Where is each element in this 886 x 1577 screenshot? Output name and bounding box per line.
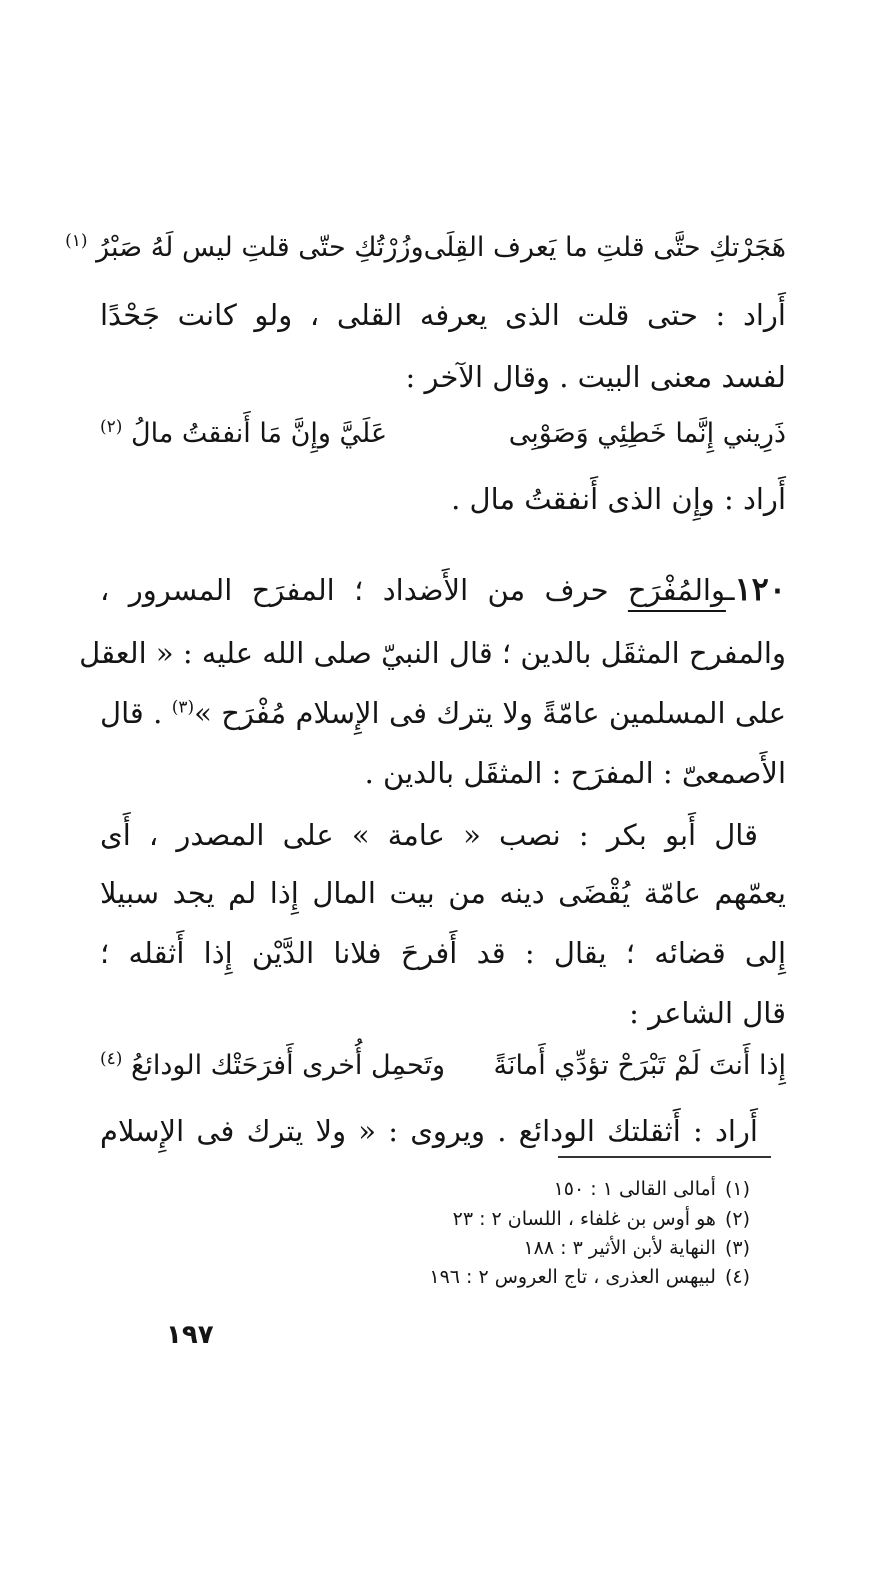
footnote-marker: (٢) [100, 417, 123, 437]
paragraph-line: قال الشاعر : [629, 996, 786, 1030]
footnote-marker: (١) [65, 231, 88, 251]
footnote: (٣) النهاية لأبن الأثير ٣ : ١٨٨ [523, 1237, 750, 1259]
footnote: (٤) لبيهس العذرى ، تاج العروس ٢ : ١٩٦ [429, 1266, 750, 1288]
paragraph-line: إِلى قضائه ؛ يقال : قد أَفرحَ فلانا الدَّيْن إِذا أَثقله ؛ [100, 936, 786, 970]
footnote: (١) أمالى القالى ١ : ١٥٠ [553, 1178, 750, 1200]
paragraph-line: يعمّهم عامّة يُقْضَى دينه من بيت المال إِذا لم يجد سبيلا [100, 876, 786, 910]
verse-2-hemistich-b: عَلَيَّ وإِنَّ مَا أَنفقتُ مالُ $^{(٢)}$ [100, 417, 388, 449]
verse-2-hemistich-a: ذَرِيني إِنَّما خَطِئِي وَصَوْبِى [508, 418, 786, 449]
verse-2 [100, 418, 786, 449]
entry-line: والمفرح المثقَل بالدين ؛ قال النبيّ صلى الله عليه : « العقل [79, 636, 786, 670]
page-number: ١٩٧ [166, 1320, 214, 1350]
verse-1-hemistich-b: وزُرْتُكِ حتّى قلتِ ليس لَهُ صَبْرُ $^{(١)}$ [65, 231, 424, 263]
verse-1 [65, 231, 786, 263]
entry-heading-line [100, 570, 786, 608]
footnote-marker: (٤) [100, 1049, 123, 1069]
paragraph-line: أَراد : وإِن الذى أَنفقتُ مال . [451, 482, 786, 516]
footnote-marker: (٣) [171, 697, 195, 718]
entry-line-with-note: على المسلمين عامّةً ولا يترك فى الإِسلام مُفْرَح »$^{(٣)}$ . قال [100, 696, 786, 730]
entry-line: حرف من الأَضداد ؛ المفرَح المسرور ، [100, 573, 609, 607]
verse-1-hemistich-a: هَجَرْتكِ حتَّى قلتِ ما يَعرف القِلَى [423, 232, 786, 263]
paragraph-line: لفسد معنى البيت . وقال الآخر : [405, 360, 786, 394]
entry-dash: ـ [725, 573, 735, 607]
verse-3 [100, 1050, 786, 1081]
entry-line: الأَصمعىّ : المفرَح : المثقَل بالدين . [364, 756, 786, 790]
paragraph-line: أَراد : حتى قلت الذى يعرفه القلى ، ولو كانت جَحْدًا [100, 298, 786, 332]
footnote: (٢) هو أوس بن غلفاء ، اللسان ٢ : ٢٣ [452, 1208, 750, 1230]
entry-number: ١٢٠ [734, 570, 786, 608]
entry-headword: والمُفْرَح [627, 573, 726, 607]
verse-3-hemistich-b: وتَحمِل أُخرى أَفرَحَتْك الودائعُ $^{(٤)}$ [100, 1049, 446, 1081]
paragraph-line: قال أَبو بكر : نصب « عامة » على المصدر ، أَى [100, 818, 758, 852]
verse-3-hemistich-a: إِذا أَنتَ لَمْ تَبْرَحْ تؤدِّي أَمانَةً [493, 1050, 786, 1081]
paragraph-line: أَراد : أَثقلتك الودائع . ويروى : « ولا يترك فى الإِسلام [100, 1114, 758, 1148]
footnote-rule [558, 1156, 771, 1158]
